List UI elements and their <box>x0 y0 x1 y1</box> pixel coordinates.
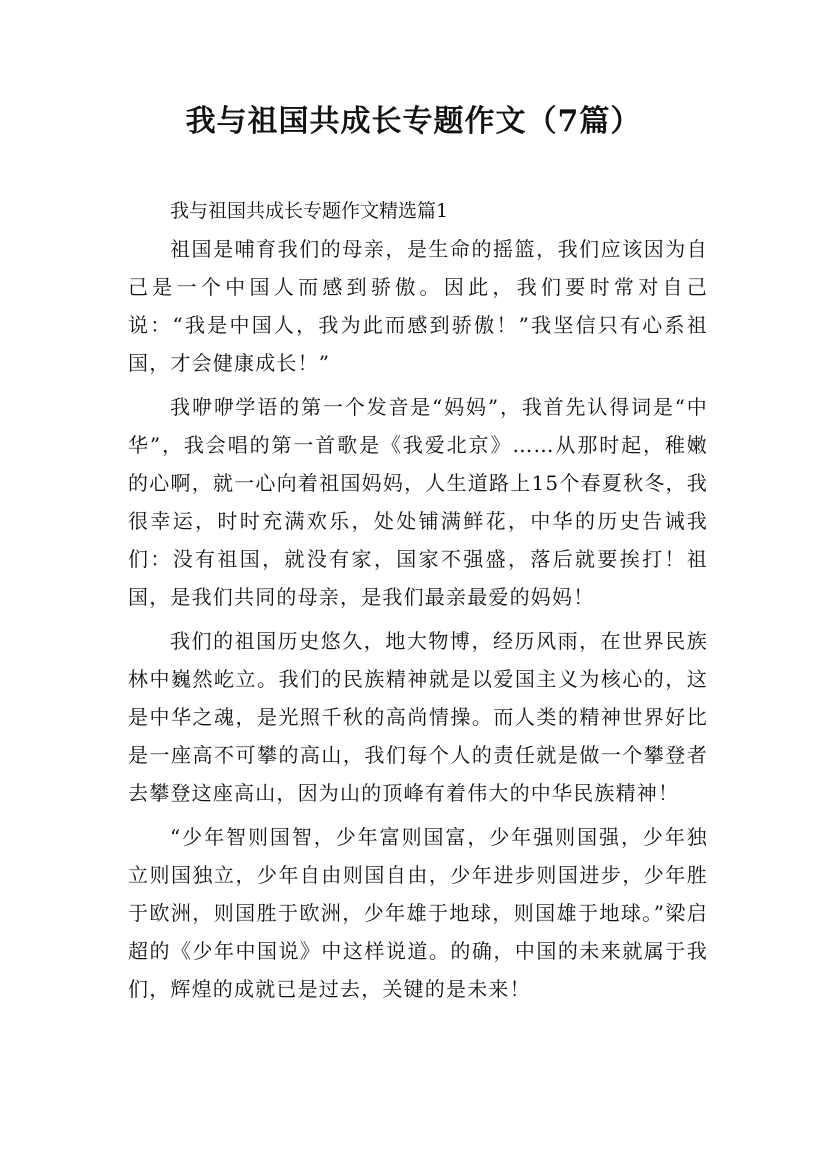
paragraph-4: “少年智则国智，少年富则国富，少年强则国强，少年独立则国独立，少年自由则国自由，少年进步则国进步，少年胜于欧洲，则国胜于欧洲，少年雄于地球，则国雄于地球。”梁启超的《少年中国说》中这样说道。的确，中国的未来就属于我们，辉煌的成就已是过去，关键的是未来！ <box>128 825 708 1001</box>
paragraph-3: 我们的祖国历史悠久，地大物博，经历风雨，在世界民族林中巍然屹立。我们的民族精神就是以爱国主义为核心的，这是中华之魂，是光照千秋的高尚情操。而人类的精神世界好比是一座高不可攀的高山，我们每个人的责任就是做一个攀登者去攀登这座高山，因为山的顶峰有着伟大的中华民族精神！ <box>128 629 708 805</box>
document-body <box>128 192 708 1014</box>
paragraph-1: 祖国是哺育我们的母亲，是生命的摇篮，我们应该因为自己是一个中国人而感到骄傲。因此，我们要时常对自己说：“我是中国人，我为此而感到骄傲！”我坚信只有心系祖国，才会健康成长！” <box>128 237 708 375</box>
paragraph-2: 我咿咿学语的第一个发音是“妈妈”，我首先认得词是“中华”，我会唱的第一首歌是《我爱北京》……从那时起，稚嫩的心啊，就一心向着祖国妈妈，人生道路上15个春夏秋冬，我很幸运，时时充满欢乐，处处铺满鲜花，中华的历史告诫我们：没有祖国，就没有家，国家不强盛，落后就要挨打！祖国，是我们共同的母亲，是我们最亲最爱的妈妈！ <box>128 395 708 609</box>
document-title: 我与祖国共成长专题作文（7篇） <box>185 104 642 139</box>
section-subtitle: 我与祖国共成长专题作文精选篇1 <box>170 200 449 222</box>
